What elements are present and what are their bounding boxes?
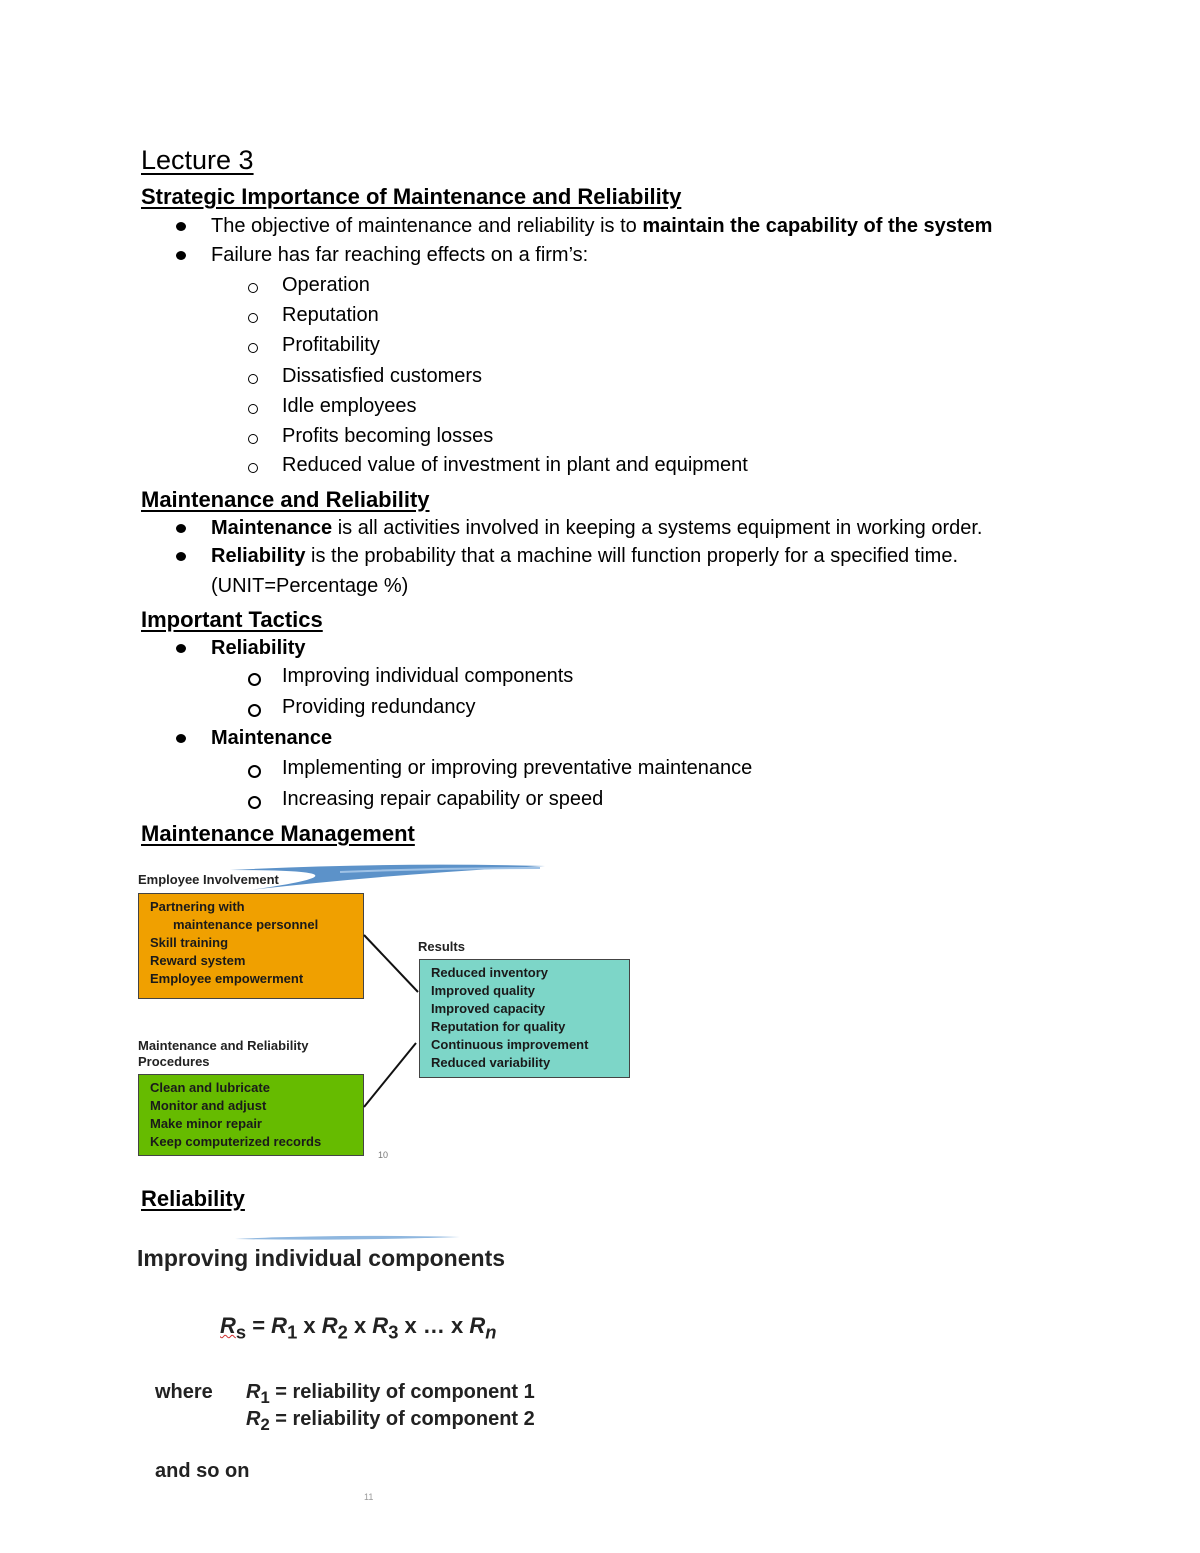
section-heading-maintenance-reliability: Maintenance and Reliability [141, 487, 430, 512]
connector-procedures-to-results [364, 1043, 416, 1107]
reliability-term: Reliability [211, 545, 306, 567]
list-item: Reputation for quality [431, 1019, 566, 1034]
list-item: Clean and lubricate [150, 1080, 270, 1095]
bullet-icon [176, 251, 186, 260]
circle-bullet-icon [248, 765, 261, 778]
formula-op: = [246, 1313, 272, 1338]
formula-op: x [347, 1313, 373, 1338]
list-item: Partnering with [150, 899, 245, 914]
list-item: Reduced variability [431, 1055, 551, 1070]
formula-sub: s [235, 1321, 247, 1343]
circle-bullet-icon [248, 704, 261, 717]
maintenance-definition [211, 517, 982, 540]
procedures-label-line2: Procedures [138, 1054, 210, 1069]
list-item: Profits becoming losses [282, 425, 494, 447]
bullet-icon [176, 734, 186, 743]
slide-title: Improving individual components [137, 1245, 506, 1271]
circle-bullet-icon [248, 673, 261, 686]
slide-number: 11 [364, 1492, 374, 1502]
formula-var: R [220, 1313, 236, 1338]
list-item: Improving individual components [282, 665, 574, 687]
circle-bullet-icon [248, 796, 261, 809]
objective-text: The objective of maintenance and reliability is to [211, 215, 643, 237]
and-so-on: and so on [155, 1460, 250, 1482]
employee-involvement-box [138, 893, 364, 999]
reliability-formula [220, 1313, 496, 1343]
objective-bold-text: maintain the capability of the system [642, 215, 993, 237]
formula-var: R [321, 1313, 338, 1338]
swoosh-decoration [230, 1232, 470, 1246]
formula-var: R [469, 1313, 486, 1338]
results-box [419, 959, 630, 1078]
list-item: Improved quality [431, 983, 536, 998]
employee-involvement-label: Employee Involvement [138, 872, 279, 887]
maintenance-term: Maintenance [211, 517, 333, 539]
def-sub: 2 [260, 1415, 270, 1434]
circle-bullet-icon [248, 463, 258, 473]
formula-op: x [297, 1313, 322, 1338]
def-var: R [246, 1381, 261, 1403]
procedures-label-line1: Maintenance and Reliability [138, 1038, 309, 1053]
list-item: Improved capacity [431, 1001, 546, 1016]
bullet-icon [176, 524, 186, 533]
circle-bullet-icon [248, 374, 258, 384]
tactic-maintenance: Maintenance [211, 727, 333, 749]
failure-bullet: Failure has far reaching effects on a firm’s: [211, 244, 589, 266]
slide-number: 10 [378, 1150, 389, 1160]
list-item: Monitor and adjust [150, 1098, 267, 1113]
formula-sub: 2 [337, 1321, 348, 1343]
connector-employee-to-results [364, 935, 418, 992]
formula-op: x … x [398, 1313, 470, 1338]
reliability-def-text: is the probability that a machine will function properly for a specified time. [305, 545, 959, 567]
connector-lines [360, 925, 425, 1115]
list-item: Operation [282, 274, 370, 296]
list-item: Employee empowerment [150, 971, 304, 986]
list-item: Reward system [150, 953, 246, 968]
def-text: = reliability of component 2 [269, 1408, 535, 1430]
section-heading-maintenance-management: Maintenance Management [141, 821, 415, 846]
list-item: Implementing or improving preventative maintenance [282, 757, 753, 779]
list-item: Increasing repair capability or speed [282, 788, 604, 810]
formula-sub: n [485, 1321, 497, 1343]
list-item: Reputation [282, 304, 379, 326]
section-heading-strategic-importance: Strategic Importance of Maintenance and Reliability [141, 184, 682, 209]
circle-bullet-icon [248, 434, 258, 444]
component2-definition [246, 1408, 535, 1435]
results-label: Results [418, 939, 465, 954]
list-item: Dissatisfied customers [282, 365, 483, 387]
list-item: Keep computerized records [150, 1134, 322, 1149]
list-item: Profitability [282, 334, 380, 356]
tactic-reliability: Reliability [211, 637, 306, 659]
where-label: where [155, 1381, 213, 1403]
def-sub: 1 [260, 1388, 270, 1407]
component1-definition [246, 1381, 535, 1408]
section-heading-reliability: Reliability [141, 1186, 245, 1211]
list-item: Reduced value of investment in plant and equipment [282, 454, 748, 476]
list-item: Skill training [150, 935, 229, 950]
def-text: = reliability of component 1 [269, 1381, 535, 1403]
reliability-definition [211, 545, 958, 568]
list-item: Make minor repair [150, 1116, 262, 1131]
formula-var: R [372, 1313, 389, 1338]
list-item: maintenance personnel [173, 917, 319, 932]
procedures-label [138, 1038, 309, 1070]
reliability-unit: (UNIT=Percentage %) [211, 575, 409, 597]
list-item: Reduced inventory [431, 965, 549, 980]
procedures-box [138, 1074, 364, 1156]
section-heading-important-tactics: Important Tactics [141, 607, 323, 632]
circle-bullet-icon [248, 343, 258, 353]
formula-var: R [271, 1313, 288, 1338]
list-item: Idle employees [282, 395, 417, 417]
lecture-title: Lecture 3 [141, 145, 254, 175]
circle-bullet-icon [248, 283, 258, 293]
list-item: Continuous improvement [431, 1037, 589, 1052]
formula-sub: 1 [287, 1321, 298, 1343]
maintenance-def-text: is all activities involved in keeping a systems equipment in working order. [332, 517, 983, 539]
bullet-icon [176, 644, 186, 653]
list-item: Providing redundancy [282, 696, 476, 718]
bullet-icon [176, 222, 186, 231]
objective-bullet [211, 215, 992, 238]
circle-bullet-icon [248, 313, 258, 323]
bullet-icon [176, 552, 186, 561]
formula-sub: 3 [388, 1321, 399, 1343]
circle-bullet-icon [248, 404, 258, 414]
def-var: R [246, 1408, 261, 1430]
